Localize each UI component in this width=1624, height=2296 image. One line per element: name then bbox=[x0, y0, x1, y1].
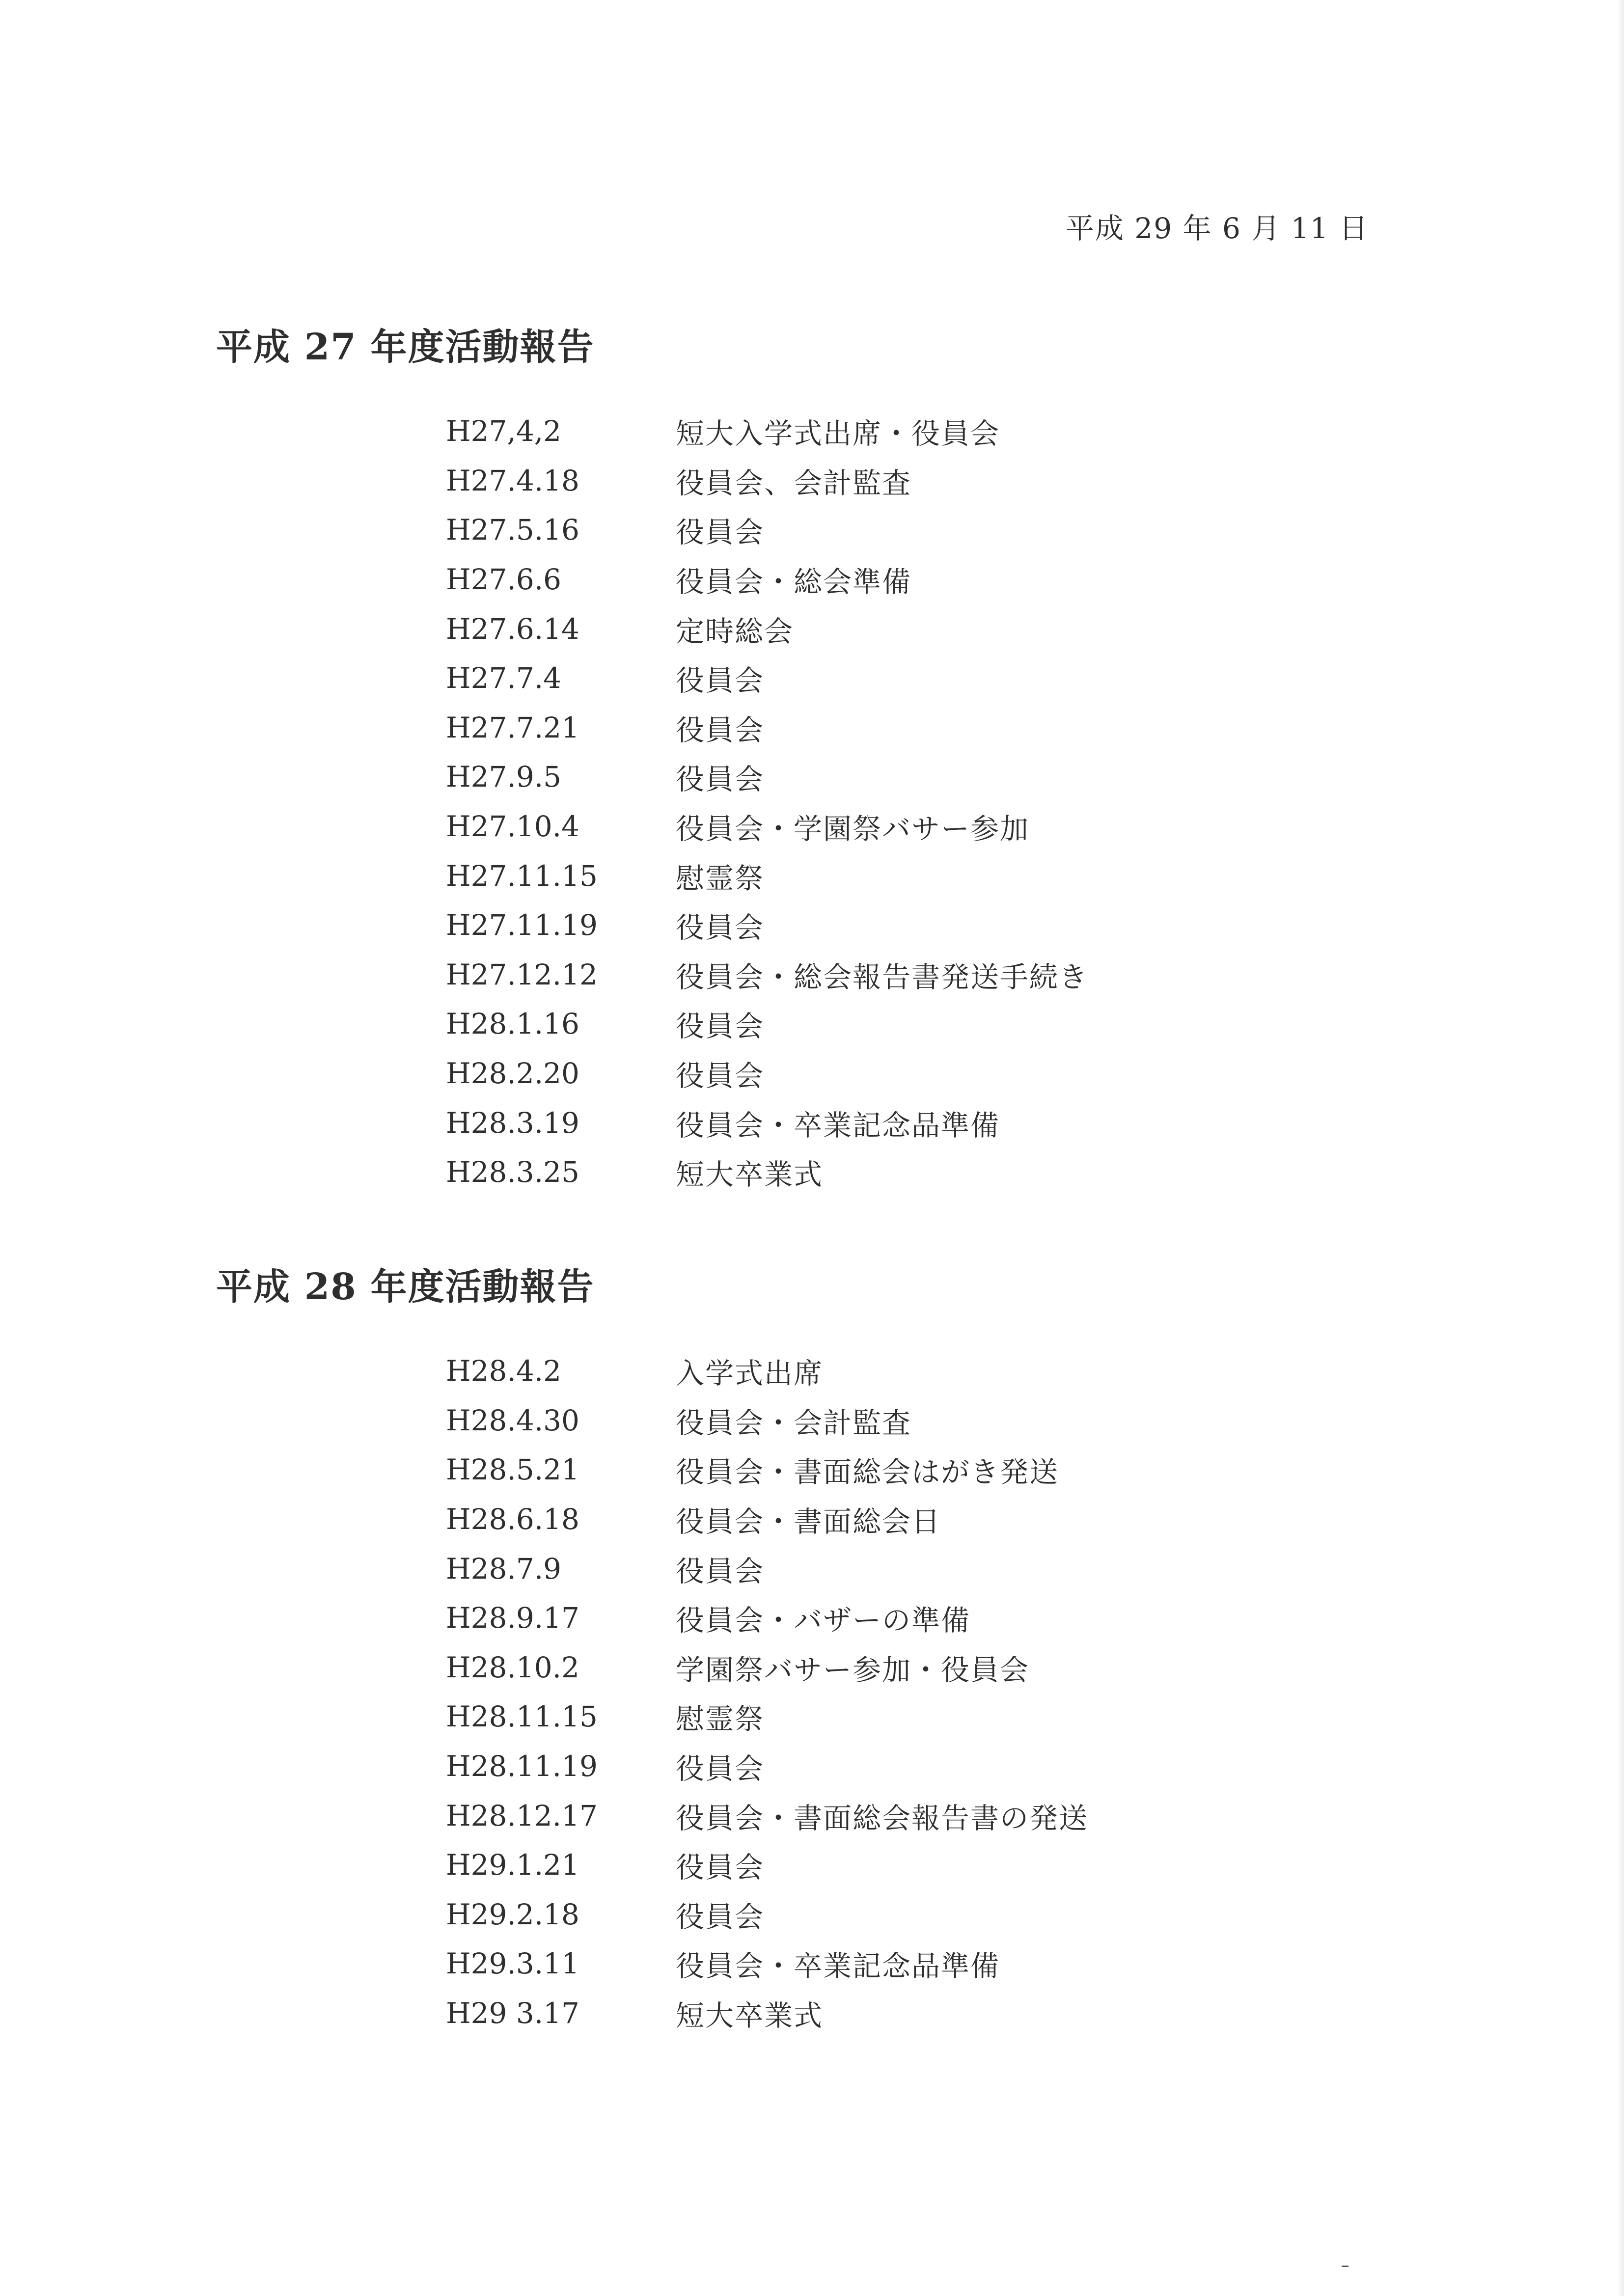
entry-description: 役員会 bbox=[676, 1010, 765, 1043]
entry-description: 役員会 bbox=[676, 1851, 765, 1885]
entry-date: H27.6.6 bbox=[446, 563, 562, 597]
document-date: 平成 29 年 6 月 11 日 bbox=[1065, 212, 1369, 245]
activity-list bbox=[446, 407, 1395, 1197]
entry-date: H28.5.21 bbox=[446, 1453, 579, 1487]
entry-description: 役員会 bbox=[676, 516, 765, 549]
activity-entry bbox=[446, 407, 1395, 456]
activity-entry bbox=[446, 802, 1395, 851]
activity-entry bbox=[446, 604, 1395, 654]
activity-report-section-fy27 bbox=[216, 320, 1395, 1197]
entry-description: 役員会・会計監査 bbox=[676, 1406, 912, 1440]
entry-date: H27.6.14 bbox=[446, 612, 579, 646]
entry-description: 役員会 bbox=[676, 911, 765, 945]
activity-entry bbox=[446, 1939, 1395, 1989]
entry-description: 役員会・総会準備 bbox=[676, 565, 912, 599]
entry-date: H27.5.16 bbox=[446, 513, 579, 547]
entry-date: H28.3.25 bbox=[446, 1155, 579, 1189]
entry-description: 役員会・書面総会日 bbox=[676, 1505, 941, 1539]
entry-date: H27.4.18 bbox=[446, 464, 579, 497]
entry-description: 慰霊祭 bbox=[676, 861, 765, 895]
entry-date: H27,4,2 bbox=[446, 414, 562, 448]
entry-date: H28.1.16 bbox=[446, 1007, 579, 1041]
activity-entry bbox=[446, 1346, 1395, 1396]
activity-entry bbox=[446, 901, 1395, 950]
activity-entry bbox=[446, 752, 1395, 802]
activity-list bbox=[446, 1346, 1395, 2038]
activity-entry bbox=[446, 1148, 1395, 1197]
entry-date: H28.10.2 bbox=[446, 1650, 579, 1684]
activity-entry bbox=[446, 1593, 1395, 1643]
activity-entry bbox=[446, 1495, 1395, 1544]
entry-description: 役員会・卒業記念品準備 bbox=[676, 1949, 1000, 1983]
entry-date: H29 3.17 bbox=[446, 1996, 579, 2030]
entry-description: 短大入学式出席・役員会 bbox=[676, 417, 1000, 451]
section-title: 平成 27 年度活動報告 bbox=[216, 326, 595, 368]
activity-entry bbox=[446, 1742, 1395, 1791]
activity-entry bbox=[446, 1049, 1395, 1098]
entry-description: 役員会、会計監査 bbox=[676, 466, 912, 500]
entry-date: H27.9.5 bbox=[446, 760, 562, 794]
entry-description: 役員会・学園祭バサー参加 bbox=[676, 812, 1030, 846]
activity-entry bbox=[446, 1544, 1395, 1593]
entry-date: H28.4.2 bbox=[446, 1354, 562, 1388]
entry-date: H28.11.19 bbox=[446, 1749, 598, 1783]
activity-report-section-fy28 bbox=[216, 1260, 1395, 2038]
entry-date: H28.2.20 bbox=[446, 1057, 579, 1091]
entry-date: H28.4.30 bbox=[446, 1403, 579, 1437]
entry-description: 役員会 bbox=[676, 1059, 765, 1093]
entry-description: 役員会・書面総会はがき発送 bbox=[676, 1455, 1059, 1489]
entry-description: 短大卒業式 bbox=[676, 1999, 824, 2033]
activity-entry bbox=[446, 1890, 1395, 1940]
activity-entry bbox=[446, 1098, 1395, 1148]
activity-entry bbox=[446, 1445, 1395, 1495]
activity-entry bbox=[446, 555, 1395, 604]
entry-description: 慰霊祭 bbox=[676, 1702, 765, 1736]
entry-description: 定時総会 bbox=[676, 614, 794, 648]
entry-date: H29.2.18 bbox=[446, 1897, 579, 1931]
entry-description: 役員会 bbox=[676, 713, 765, 747]
activity-entry bbox=[446, 999, 1395, 1049]
activity-entry bbox=[446, 1396, 1395, 1446]
entry-description: 短大卒業式 bbox=[676, 1158, 824, 1192]
activity-entry bbox=[446, 1989, 1395, 2038]
entry-date: H27.7.21 bbox=[446, 711, 579, 744]
entry-date: H27.12.12 bbox=[446, 957, 598, 991]
activity-entry bbox=[446, 851, 1395, 901]
entry-description: 役員会 bbox=[676, 1554, 765, 1588]
activity-entry bbox=[446, 505, 1395, 555]
activity-entry bbox=[446, 1791, 1395, 1840]
entry-date: H29.1.21 bbox=[446, 1848, 579, 1882]
entry-date: H27.11.19 bbox=[446, 908, 598, 942]
section-title: 平成 28 年度活動報告 bbox=[216, 1266, 595, 1308]
entry-date: H27.11.15 bbox=[446, 859, 598, 893]
entry-description: 役員会・卒業記念品準備 bbox=[676, 1108, 1000, 1142]
entry-date: H27.10.4 bbox=[446, 810, 579, 844]
activity-entry bbox=[446, 654, 1395, 703]
entry-description: 役員会 bbox=[676, 763, 765, 796]
entry-description: 役員会・バザーの準備 bbox=[676, 1604, 971, 1638]
entry-date: H27.7.4 bbox=[446, 661, 562, 695]
entry-date: H28.11.15 bbox=[446, 1700, 598, 1734]
entry-description: 役員会 bbox=[676, 1900, 765, 1934]
entry-description: 役員会 bbox=[676, 1752, 765, 1786]
activity-entry bbox=[446, 1840, 1395, 1890]
entry-description: 役員会・総会報告書発送手続き bbox=[676, 960, 1089, 994]
activity-entry bbox=[446, 1643, 1395, 1693]
activity-entry bbox=[446, 456, 1395, 506]
scan-mark bbox=[1342, 2266, 1349, 2267]
entry-date: H28.6.18 bbox=[446, 1503, 579, 1536]
activity-entry bbox=[446, 703, 1395, 753]
scan-edge-shadow bbox=[1617, 0, 1624, 2296]
entry-description: 入学式出席 bbox=[676, 1357, 824, 1391]
entry-description: 役員会・書面総会報告書の発送 bbox=[676, 1801, 1089, 1835]
entry-date: H28.9.17 bbox=[446, 1601, 579, 1635]
entry-date: H28.7.9 bbox=[446, 1552, 562, 1585]
activity-entry bbox=[446, 950, 1395, 1000]
entry-description: 役員会 bbox=[676, 664, 765, 698]
entry-date: H28.3.19 bbox=[446, 1106, 579, 1140]
activity-entry bbox=[446, 1692, 1395, 1742]
entry-description: 学園祭バサー参加・役員会 bbox=[676, 1653, 1030, 1687]
entry-date: H28.12.17 bbox=[446, 1799, 598, 1832]
entry-date: H29.3.11 bbox=[446, 1947, 579, 1981]
